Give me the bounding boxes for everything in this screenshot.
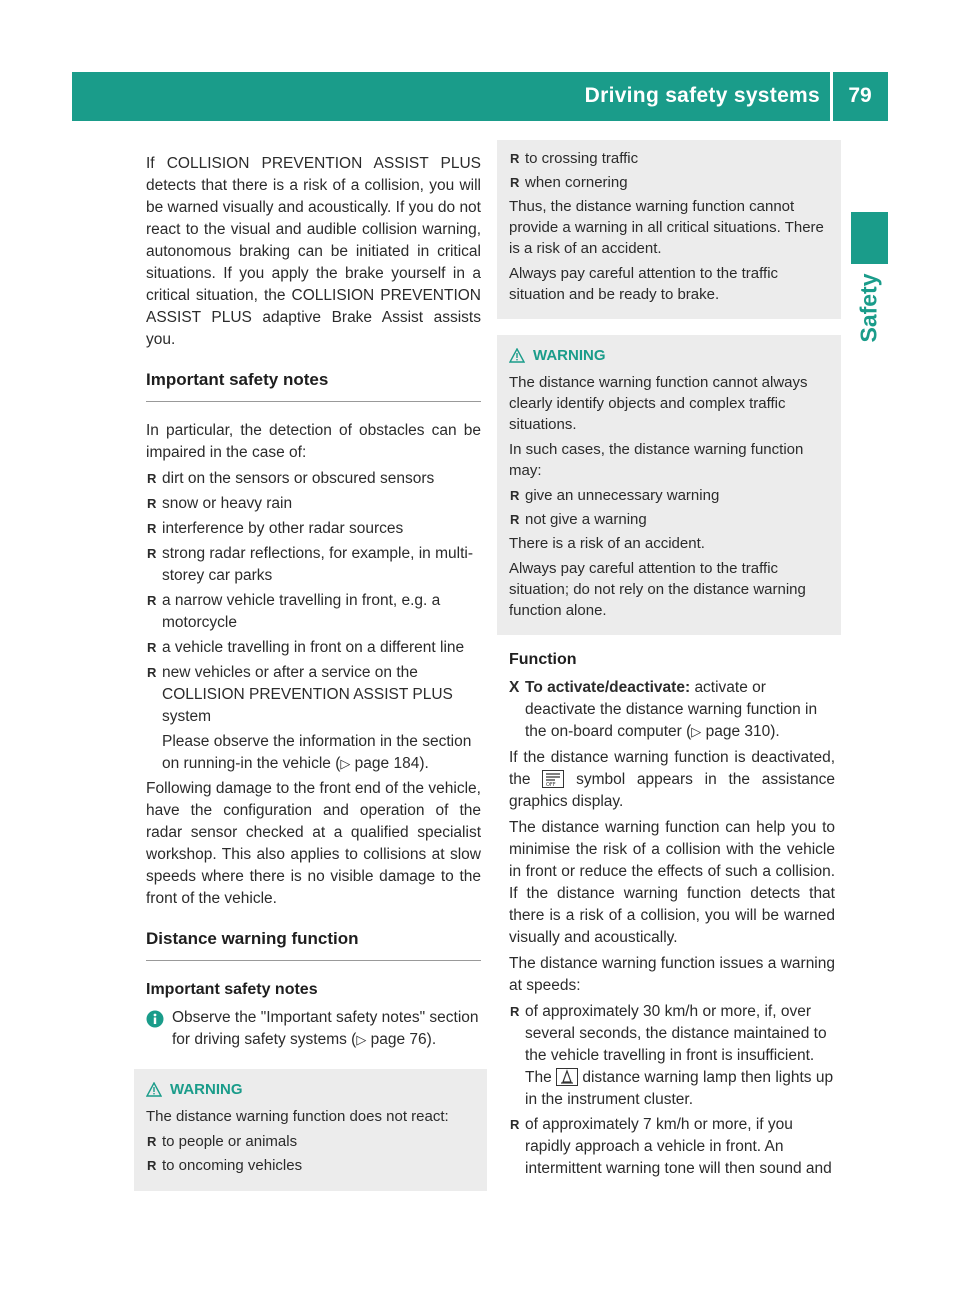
info-note xyxy=(146,1007,481,1051)
bullet-icon: R xyxy=(147,665,157,680)
list-item: R give an unnecessary warning xyxy=(510,487,720,504)
list-item: R a narrow vehicle travelling in front, e.g. a motorcycle xyxy=(147,592,441,631)
warning-list xyxy=(509,148,833,193)
speed-list xyxy=(509,1001,835,1180)
page-ref-76[interactable]: page 76). xyxy=(370,1031,437,1048)
step-label: To activate/deactivate: xyxy=(525,679,691,696)
list-item: R strong radar reflections, for example, in multi-storey car parks xyxy=(147,545,473,584)
bullet-icon: R xyxy=(147,471,157,486)
page-ref-icon: ▷ xyxy=(691,724,702,739)
list-item: R when cornering xyxy=(510,174,628,191)
list-item: R not give a warning xyxy=(510,511,647,528)
right-column xyxy=(509,150,835,1183)
page-ref-184[interactable]: page 184). xyxy=(354,755,429,772)
deactivated-paragraph: If the distance warning function is deactivated, the OFF symbol appears in the assistance graphics display. xyxy=(509,749,835,810)
warning-header: WARNING xyxy=(509,345,833,366)
distance-warning-off-icon xyxy=(542,770,564,788)
bullet-icon: R xyxy=(147,1134,157,1149)
warning-text: Thus, the distance warning function cannot provide a warning in all critical situations. There is a risk of an accident. xyxy=(509,198,824,257)
bullet-icon: R xyxy=(510,1004,520,1019)
left-column xyxy=(146,153,481,1191)
intro-paragraph: If COLLISION PREVENTION ASSIST PLUS detects that there is a risk of a collision, you will be warned visually and acoustically. If you do not react to the visual and audible collision warning, autonomous braking can be initiated in critical situations. If you apply the brake yourself in a critical situation, the COLLISION PREVENTION ASSIST PLUS adaptive Brake Assist assists you. xyxy=(146,155,481,348)
info-text: Observe the "Important safety notes" section for driving safety systems ( xyxy=(172,1009,479,1048)
bullet-icon: R xyxy=(147,593,157,608)
list-item: R dirt on the sensors or obscured sensors xyxy=(146,468,481,490)
warning-header: WARNING xyxy=(146,1079,479,1100)
warning-text: The distance warning function cannot always clearly identify objects and complex traffic situations. xyxy=(509,374,808,433)
warning-list xyxy=(509,485,833,530)
list-item: R a vehicle travelling in front on a different line xyxy=(146,637,481,659)
warning-list xyxy=(146,1131,479,1176)
warning-triangle-icon xyxy=(146,1082,162,1097)
heading-important-safety-notes: Important safety notes xyxy=(146,369,481,402)
step-arrow-icon: X xyxy=(509,679,520,696)
bullet-icon: R xyxy=(147,546,157,561)
warning-text: The distance warning function does not react: xyxy=(146,1108,449,1125)
list-item: R to crossing traffic xyxy=(510,150,639,167)
bullet-icon: R xyxy=(510,488,520,503)
warning-box-1-continued xyxy=(497,140,841,319)
svg-text:OFF: OFF xyxy=(546,782,556,787)
bullet-icon: R xyxy=(510,175,520,190)
list-item: R interference by other radar sources xyxy=(146,518,481,540)
subheading-important-safety-notes: Important safety notes xyxy=(146,981,318,998)
bullet-icon: R xyxy=(510,512,520,527)
damage-note: Following damage to the front end of the vehicle, have the configuration and operation of the radar sensor checked at a qualified specialist workshop. This also applies to collisions at slow speeds where there is no visible damage to the front of the vehicle. xyxy=(146,780,481,907)
page-ref-icon: ▷ xyxy=(340,756,351,771)
list-item: R snow or heavy rain xyxy=(146,493,481,515)
page-ref-310[interactable]: page 310). xyxy=(705,723,780,740)
bullet-icon: R xyxy=(147,640,157,655)
side-tab-marker xyxy=(851,212,888,264)
warning-triangle-icon xyxy=(509,348,525,363)
bullet-icon: R xyxy=(147,1158,157,1173)
distance-warning-lamp-icon xyxy=(556,1068,578,1086)
step-text: activate or deactivate the distance warning function in the on-board computer ( xyxy=(525,679,818,740)
impairment-list xyxy=(146,468,481,775)
heading-distance-warning: Distance warning function xyxy=(146,928,481,961)
info-icon xyxy=(146,1010,164,1028)
warning-text: Always pay careful attention to the traffic situation; do not rely on the distance warning function alone. xyxy=(509,560,806,619)
help-paragraph: The distance warning function can help you to minimise the risk of a collision with the vehicle in front or reduce the effects of such a collision. If the distance warning function detects that there is a risk of a collision, you will be warned visually and acoustically. xyxy=(509,819,835,946)
side-tab xyxy=(846,268,892,348)
header-bar xyxy=(72,72,888,121)
heading-function: Function xyxy=(509,651,577,668)
list-item: R of approximately 30 km/h or more, if, over several seconds, the distance maintained to the vehicle travelling in front is insufficient. The distance warning lamp then lights up in the instrument cluster. xyxy=(510,1003,834,1108)
speeds-intro: The distance warning function issues a warning at speeds: xyxy=(509,955,835,994)
warning-box-1 xyxy=(134,1069,487,1191)
list-item: R of approximately 7 km/h or more, if you rapidly approach a vehicle in front. An intermittent warning tone will then sound and xyxy=(510,1116,832,1177)
activation-step xyxy=(509,677,835,743)
bullet-icon: R xyxy=(147,521,157,536)
bullet-icon: R xyxy=(510,1117,520,1132)
page-number: 79 xyxy=(848,84,872,107)
page-ref-icon: ▷ xyxy=(356,1032,367,1047)
warning-text: There is a risk of an accident. xyxy=(509,535,705,552)
running-in-note: Please observe the information in the section on running-in the vehicle xyxy=(162,733,472,772)
warning-box-2 xyxy=(497,335,841,635)
list-item: R to people or animals xyxy=(147,1133,298,1150)
warning-text: Always pay careful attention to the traffic situation and be ready to brake. xyxy=(509,265,779,303)
side-tab-label: Safety xyxy=(855,273,882,343)
header-divider xyxy=(830,72,833,121)
bullet-icon: R xyxy=(510,151,520,166)
safety-intro: In particular, the detection of obstacles can be impaired in the case of: xyxy=(146,422,481,461)
warning-text: In such cases, the distance warning function may: xyxy=(509,441,804,479)
section-title: Driving safety systems xyxy=(584,84,820,107)
list-item: R to oncoming vehicles xyxy=(147,1157,303,1174)
list-item: R new vehicles or after a service on the COLLISION PREVENTION ASSIST PLUS system Please observe the information in the section on running-in the vehicle (▷ page 184). xyxy=(147,664,472,772)
bullet-icon: R xyxy=(147,496,157,511)
